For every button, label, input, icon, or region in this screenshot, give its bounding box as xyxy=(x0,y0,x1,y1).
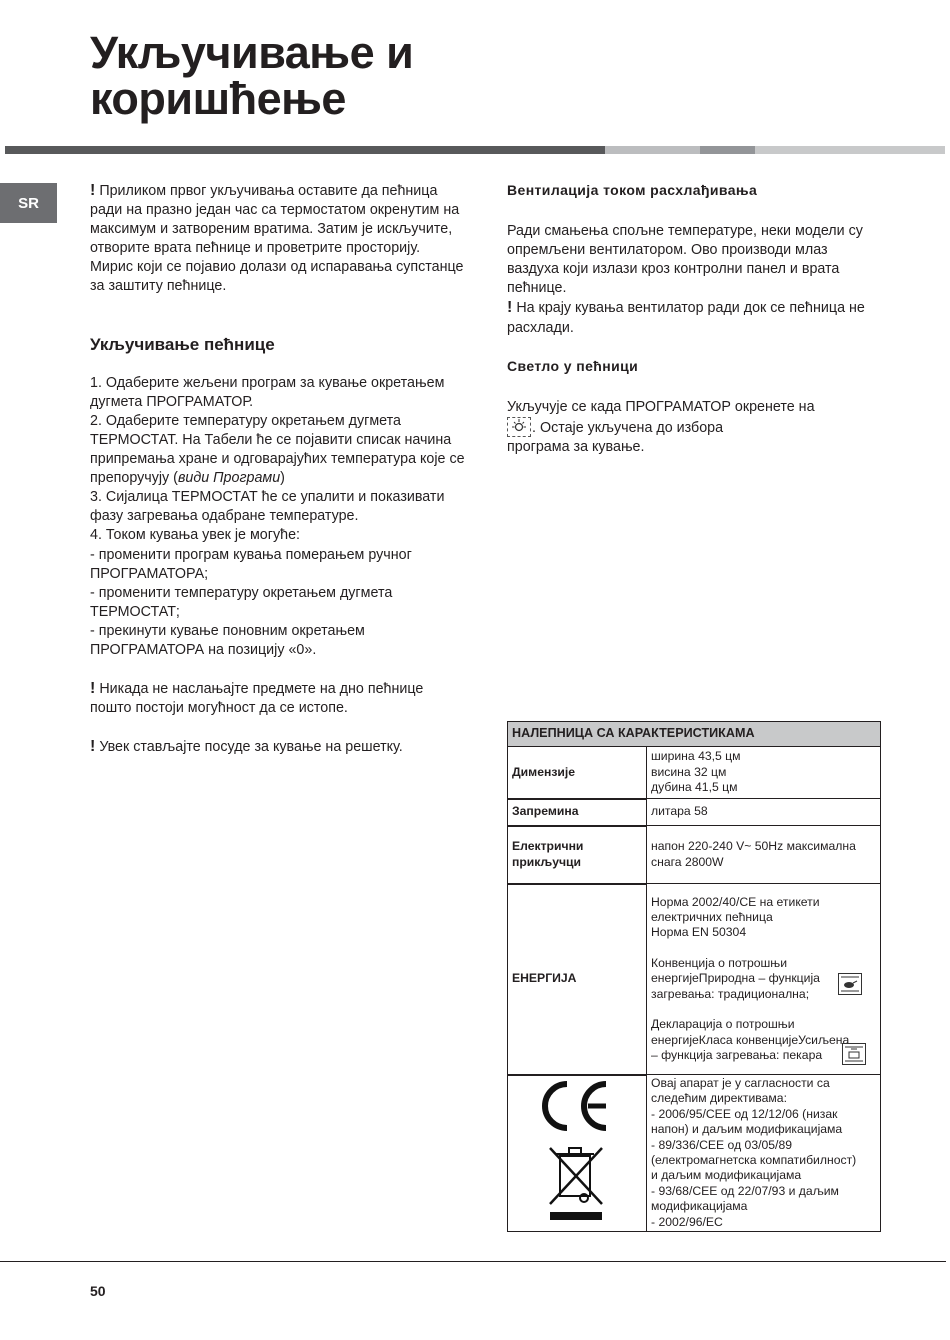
section-heading-oven-on: Укључивање пећнице xyxy=(90,334,275,354)
footer-divider xyxy=(0,1261,946,1262)
volume-value: литара 58 xyxy=(647,799,881,826)
table-header: НАЛЕПНИЦА СА КАРАКТЕРИСТИКАМА xyxy=(508,722,881,747)
warning-2: ! Увек стављајте посуде за кување на решетку. xyxy=(90,738,403,756)
step-4a: - променити програм кувања померањем ручног ПРОГРАМАТОРА; xyxy=(90,546,412,582)
page-number: 50 xyxy=(90,1283,106,1299)
table-row-volume xyxy=(508,799,881,826)
characteristics-table xyxy=(507,721,881,1232)
warning-mark: ! xyxy=(90,182,96,199)
steps-list xyxy=(90,374,465,660)
step-2: 2. Одаберите температуру окретањем дугмета ТЕРМОСТАТ. На Табели ће се појавити списак начина припремања хране и одговарајућих температура које се препоручују (види Програми) xyxy=(90,412,465,487)
step-1: 1. Одаберите жељени програм за кување окретањем дугмета ПРОГРАМАТОР. xyxy=(90,374,445,410)
oven-light-icon xyxy=(507,417,531,437)
table-row-ce xyxy=(508,1075,881,1232)
energy-value: Норма 2002/40/CE на етикети електричних пећница Норма EN 50304 Конвенција о потрошњи енергијеПриродна – функција загревања: традиционална; Декларација о потрошњи енергијеКласа конвенцијеУсиљена – функција загревања: пекара xyxy=(647,884,881,1075)
ventilation-warning: ! На крају кувања вентилатор ради док се пећница не расхлади. xyxy=(507,299,865,336)
intro-paragraph: ! Приликом првог укључивања оставите да пећница ради на празно један час са термостатом окренутим на максимум и затвореним вратима. Затим је искључите, отворите врата пећнице и проветрите просторију. Мирис који се појавио долази од испаравања супстанце за заштиту пећнице. xyxy=(90,182,464,295)
electrical-label: Електрични прикључци xyxy=(508,826,647,884)
table-header-row xyxy=(508,722,881,747)
ventilation-text: Ради смањења спољне температуре, неки модели су опремљени вентилатором. Ово производи млаз ваздуха који излази кроз контролни панел и врата пећнице. xyxy=(507,223,863,297)
right-column xyxy=(507,181,879,457)
table-row-energy xyxy=(508,884,881,1075)
warning-mark: ! xyxy=(507,299,513,317)
section-heading-light: Светло у пећници xyxy=(507,357,639,374)
warning-mark: ! xyxy=(90,680,96,698)
traditional-heating-icon xyxy=(838,973,862,995)
header-bar-light-2 xyxy=(755,146,945,154)
table-row-electrical xyxy=(508,826,881,884)
language-tab: SR xyxy=(0,183,57,223)
page-title: Укључивање и коришћење xyxy=(90,27,414,124)
volume-label: Запремина xyxy=(508,799,647,826)
energy-label: ЕНЕРГИЈА xyxy=(508,884,647,1075)
dimensions-value: ширина 43,5 цм висина 32 цм дубина 41,5 цм xyxy=(647,747,881,799)
warning-mark: ! xyxy=(90,738,96,756)
step-4: 4. Током кувања увек је могуће: xyxy=(90,527,300,544)
warning-1: ! Никада не наслањајте предмете на дно пећнице пошто постоји могућност да се истопе. xyxy=(90,680,424,717)
section-heading-ventilation: Вентилација током расхлађивања xyxy=(507,182,758,198)
step-3: 3. Сијалица ТЕРМОСТАТ ће се упалити и показивати фазу загревања одабране температуре. xyxy=(90,489,445,525)
forced-heating-icon xyxy=(842,1043,866,1065)
light-text: Укључује се када ПРОГРАМАТОР окренете на . Остаје укључена до избора програма за кување. xyxy=(507,398,815,455)
header-bar-light xyxy=(605,146,700,154)
table-row-dimensions xyxy=(508,747,881,799)
electrical-value: напон 220-240 V~ 50Hz максимална снага 2800W xyxy=(647,826,881,884)
header-bar-dark xyxy=(5,146,605,154)
ce-mark-icon xyxy=(522,1076,632,1226)
left-column xyxy=(90,181,465,757)
step-4b: - променити температуру окретањем дугмета ТЕРМОСТАТ; xyxy=(90,584,393,620)
dimensions-label: Димензије xyxy=(508,747,647,799)
step-4c: - прекинути кување поновним окретањем ПРОГРАМАТОРА на позицију «0». xyxy=(90,622,365,658)
weee-bin-icon xyxy=(550,1148,602,1220)
header-bar-mid xyxy=(700,146,755,154)
ce-symbols xyxy=(508,1075,647,1232)
ce-directives: Овај апарат је у сагласности са следећим директивама: - 2006/95/CEE од 12/12/06 (низак напон) и даљим модификацијама - 89/336/CEE од 03/05/89 (електромагнетска компатибилност) и даљим модификацијама - 93/68/CEE од 22/07/93 и даљим модификацијама - 2002/96/EC xyxy=(647,1075,881,1232)
